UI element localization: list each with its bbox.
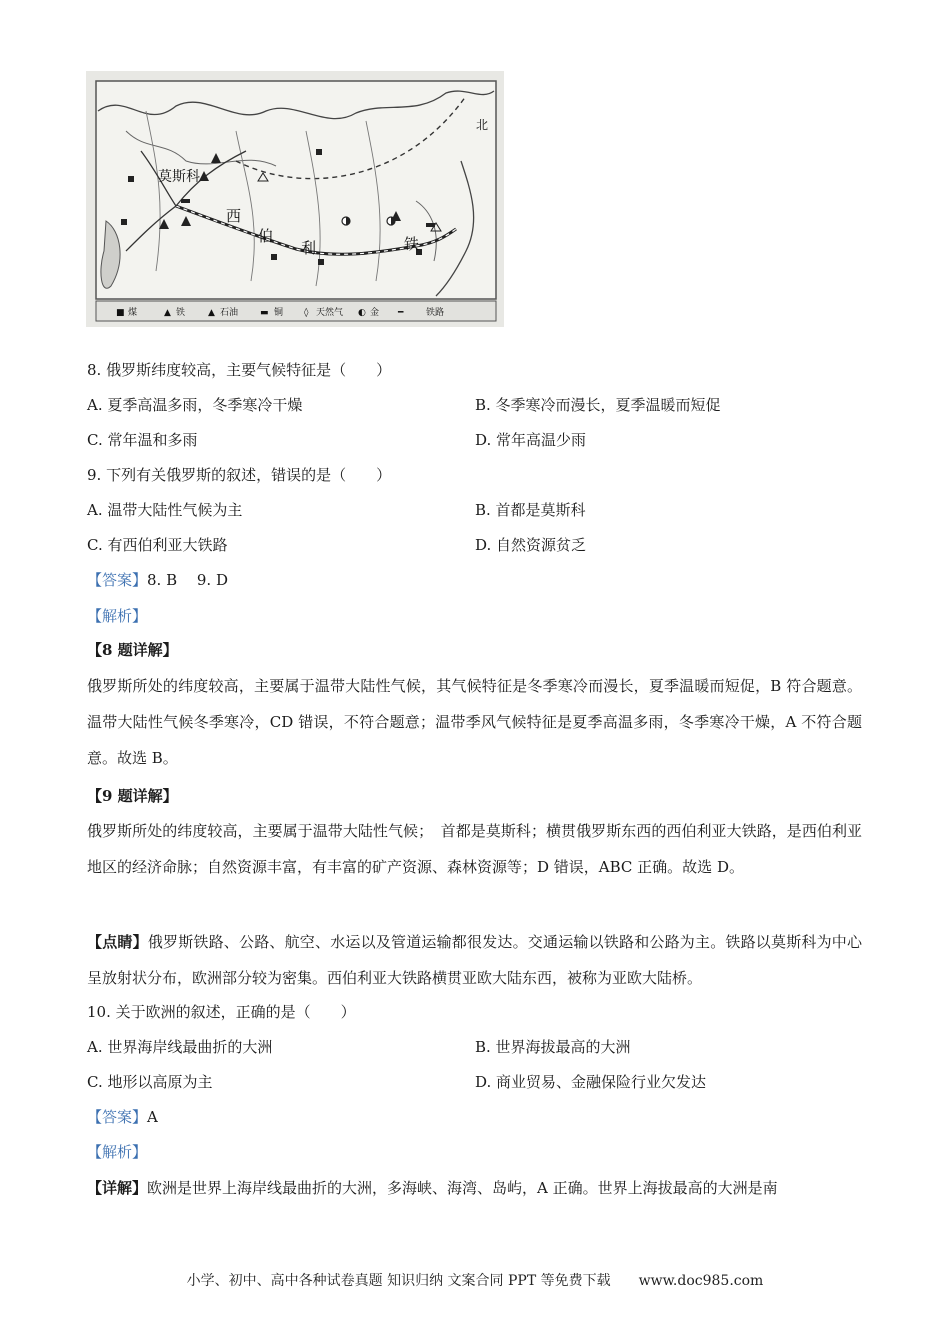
legend-iron-symbol: ▲ [164,308,171,318]
q10-option-d: D. 商业贸易、金融保险行业欠发达 [475,1073,707,1091]
legend-oil-symbol: ▲ [208,308,215,318]
legend-copper-symbol: ▬ [260,308,269,318]
analysis-1-tag: 【解析】 [87,607,148,625]
comment-tag: 【点睛】 [87,933,148,951]
q9-option-c: C. 有西伯利亚大铁路 [87,536,228,554]
map-label-north-route: 北 [476,118,489,132]
map-label-siberia-2: 伯 [258,227,274,245]
comment-block [87,924,862,996]
q8-option-a: A. 夏季高温多雨，冬季寒冷干燥 [87,396,303,414]
legend-gas-label: 天然气 [316,308,344,318]
q10-option-b: B. 世界海拔最高的大洲 [475,1038,631,1056]
legend-coal-symbol: ■ [116,308,125,318]
detail-10-text: 欧洲是世界上海岸线最曲折的大洲，多海峡、海湾、岛屿，A 正确。世界上海拔最高的大洲是南 [147,1179,778,1197]
map-label-siberia-1: 西 [226,207,242,225]
q9-stem: 9. 下列有关俄罗斯的叙述，错误的是（ ） [87,466,392,484]
detail-10-tag: 【详解】 [87,1179,148,1197]
q9-option-b: B. 首都是莫斯科 [475,501,586,519]
legend-iron-label: 铁 [176,308,186,318]
legend-gold-label: 金 [370,308,380,318]
answer-2-tag: 【答案】 [87,1108,148,1126]
map-label-moscow: 莫斯科 [158,169,200,185]
detail-8-tag: 【8 题详解】 [87,641,178,659]
q10-stem: 10. 关于欧洲的叙述，正确的是（ ） [87,1003,356,1021]
legend-gold-symbol: ◐ [358,308,366,318]
answer-1 [87,570,228,590]
legend-coal-label: 煤 [128,308,138,318]
answer-2-text: A [147,1108,158,1126]
q8-stem: 8. 俄罗斯纬度较高，主要气候特征是（ ） [87,361,392,379]
detail-9-tag: 【9 题详解】 [87,787,178,805]
page-footer: 小学、初中、高中各种试卷真题 知识归纳 文案合同 PPT 等免费下载 www.doc985.com [186,1273,764,1289]
q8-option-c: C. 常年温和多雨 [87,431,198,449]
answer-2 [87,1107,158,1127]
map-label-siberia-3: 利 [301,239,317,257]
legend-oil-label: 石油 [220,308,239,318]
detail-9-text: 俄罗斯所处的纬度较高，主要属于温带大陆性气候； 首都是莫斯科；横贯俄罗斯东西的西伯利亚大铁路，是西伯利亚地区的经济命脉；自然资源丰富，有丰富的矿产资源、森林资源等；D 错误，ABC 正确。故选 D。 [87,822,862,876]
q8-option-d: D. 常年高温少雨 [475,431,587,449]
analysis-2-tag: 【解析】 [87,1143,148,1161]
q10-option-c: C. 地形以高原为主 [87,1073,213,1091]
legend-copper-label: 铜 [274,308,284,318]
map-drawing [86,71,504,327]
russia-resource-map [86,71,504,327]
answer-1-text: 8. B 9. D [147,571,228,589]
comment-text: 俄罗斯铁路、公路、航空、水运以及管道运输都很发达。交通运输以铁路和公路为主。铁路以莫斯科为中心呈放射状分布，欧洲部分较为密集。西伯利亚大铁路横贯亚欧大陆东西，被称为亚欧大陆桥。 [87,933,862,987]
q10-option-a: A. 世界海岸线最曲折的大洲 [87,1038,273,1056]
legend-railway-label: 铁路 [426,308,445,318]
legend-railway-symbol: ━ [398,308,404,318]
legend-gas-symbol: ◊ [304,308,309,318]
answer-1-tag: 【答案】 [87,571,148,589]
q8-option-b: B. 冬季寒冷而漫长，夏季温暖而短促 [475,396,721,414]
q9-option-d: D. 自然资源贫乏 [475,536,587,554]
detail-10 [87,1178,778,1198]
map-label-siberia-4: 铁 [404,235,420,253]
q9-option-a: A. 温带大陆性气候为主 [87,501,243,519]
detail-8-text: 俄罗斯所处的纬度较高，主要属于温带大陆性气候，其气候特征是冬季寒冷而漫长，夏季温暖而短促，B 符合题意。温带大陆性气候冬季寒冷，CD 错误，不符合题意；温带季风气候特征是夏季高温多雨，冬季寒冷干燥，A 不符合题意。故选 B。 [87,677,862,767]
